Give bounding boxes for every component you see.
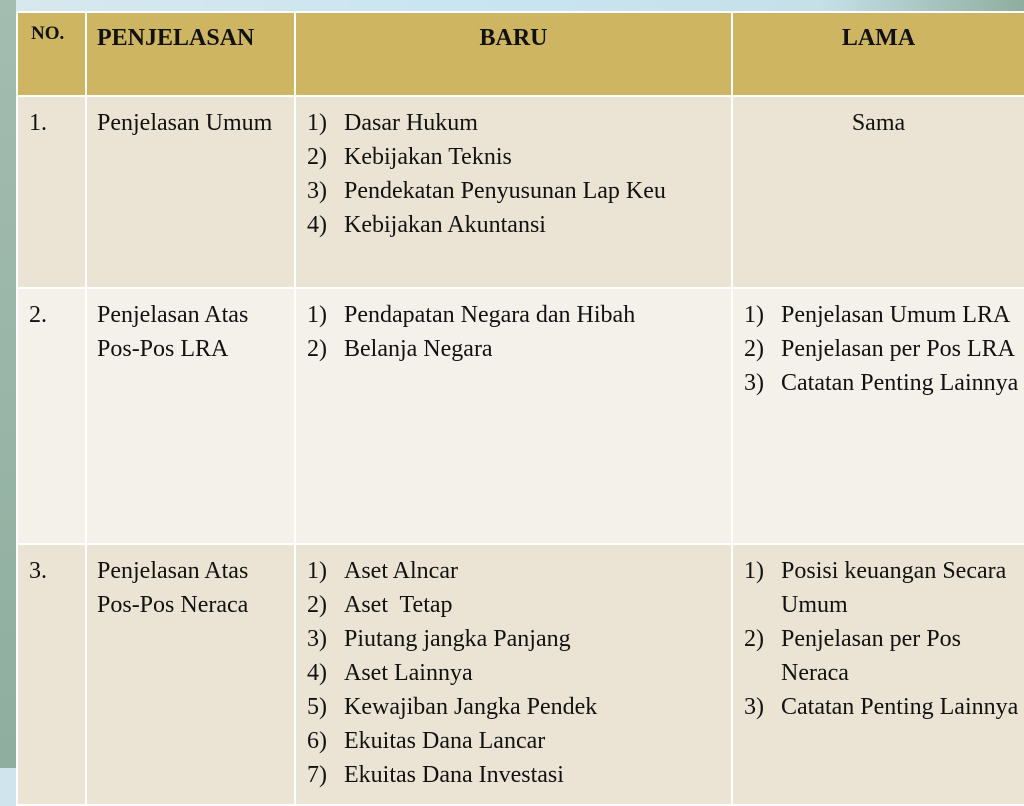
list-item (744, 298, 1024, 332)
item-number: 3) (307, 178, 327, 204)
item-number: 7) (307, 762, 327, 788)
item-text: Kebijakan Teknis (344, 144, 512, 170)
item-number: 2) (307, 144, 327, 170)
list-item (744, 554, 1024, 622)
list-item (307, 758, 731, 792)
item-text: Penjelasan per Pos Neraca (781, 626, 961, 686)
slide-left-bar (0, 0, 16, 768)
row-baru (295, 288, 732, 544)
comparison-table (16, 11, 1024, 806)
item-text: Piutang jangka Panjang (344, 626, 571, 652)
item-text: Aset Tetap (344, 592, 453, 618)
item-text: Kebijakan Akuntansi (344, 212, 546, 238)
list-item (744, 690, 1024, 724)
item-number: 3) (307, 626, 327, 652)
list-item (307, 554, 731, 588)
item-text: Aset Lainnya (344, 660, 473, 686)
item-number: 3) (744, 694, 764, 720)
row-penjelasan: Penjelasan Umum (86, 96, 295, 288)
item-number: 5) (307, 694, 327, 720)
item-text: Catatan Penting Lainnya (781, 694, 1019, 720)
list-item (307, 656, 731, 690)
item-number: 4) (307, 212, 327, 238)
row-baru (295, 96, 732, 288)
item-text: Dasar Hukum (344, 110, 478, 136)
list-item (307, 690, 731, 724)
item-text: Aset Alncar (344, 558, 458, 584)
item-number: 2) (744, 336, 764, 362)
item-number: 3) (744, 370, 764, 396)
header-penjelasan: PENJELASAN (86, 12, 295, 96)
list-item (307, 140, 731, 174)
list-item (307, 332, 731, 366)
item-number: 2) (307, 592, 327, 618)
list-item (307, 724, 731, 758)
list-item (307, 106, 731, 140)
row-number: 2. (17, 288, 86, 544)
table-row (17, 288, 1024, 544)
list-item (307, 588, 731, 622)
table-row (17, 544, 1024, 805)
row-penjelasan: Penjelasan Atas Pos-Pos LRA (86, 288, 295, 544)
item-text: Posisi keuangan Secara Umum (781, 558, 1007, 618)
item-number: 2) (307, 336, 327, 362)
row-number: 1. (17, 96, 86, 288)
item-number: 1) (307, 110, 327, 136)
item-text: Ekuitas Dana Investasi (344, 762, 564, 788)
baru-list (307, 298, 731, 366)
list-item (744, 366, 1024, 400)
lama-list (744, 298, 1024, 400)
item-number: 4) (307, 660, 327, 686)
header-baru: BARU (295, 12, 732, 96)
header-lama: LAMA (732, 12, 1024, 96)
item-text: Pendapatan Negara dan Hibah (344, 302, 636, 328)
row-lama: Sama (732, 96, 1024, 288)
row-number: 3. (17, 544, 86, 805)
table-header-row (17, 12, 1024, 96)
list-item (307, 622, 731, 656)
row-penjelasan: Penjelasan Atas Pos-Pos Neraca (86, 544, 295, 805)
row-lama (732, 544, 1024, 805)
table-row (17, 96, 1024, 288)
item-text: Pendekatan Penyusunan Lap Keu (344, 178, 666, 204)
list-item (307, 298, 731, 332)
row-lama (732, 288, 1024, 544)
item-text: Penjelasan Umum LRA (781, 302, 1011, 328)
header-no: NO. (17, 12, 86, 96)
row-baru (295, 544, 732, 805)
baru-list (307, 106, 731, 242)
list-item (307, 208, 731, 242)
lama-list (744, 554, 1024, 724)
item-text: Ekuitas Dana Lancar (344, 728, 546, 754)
item-number: 2) (744, 626, 764, 652)
item-number: 1) (744, 558, 764, 584)
item-text: Kewajiban Jangka Pendek (344, 694, 598, 720)
slide-top-strip (0, 0, 1024, 11)
item-number: 1) (307, 558, 327, 584)
baru-list (307, 554, 731, 792)
list-item (307, 174, 731, 208)
item-number: 6) (307, 728, 327, 754)
item-text: Catatan Penting Lainnya (781, 370, 1019, 396)
item-text: Penjelasan per Pos LRA (781, 336, 1015, 362)
item-number: 1) (307, 302, 327, 328)
list-item (744, 622, 1024, 690)
item-text: Belanja Negara (344, 336, 493, 362)
item-number: 1) (744, 302, 764, 328)
list-item (744, 332, 1024, 366)
